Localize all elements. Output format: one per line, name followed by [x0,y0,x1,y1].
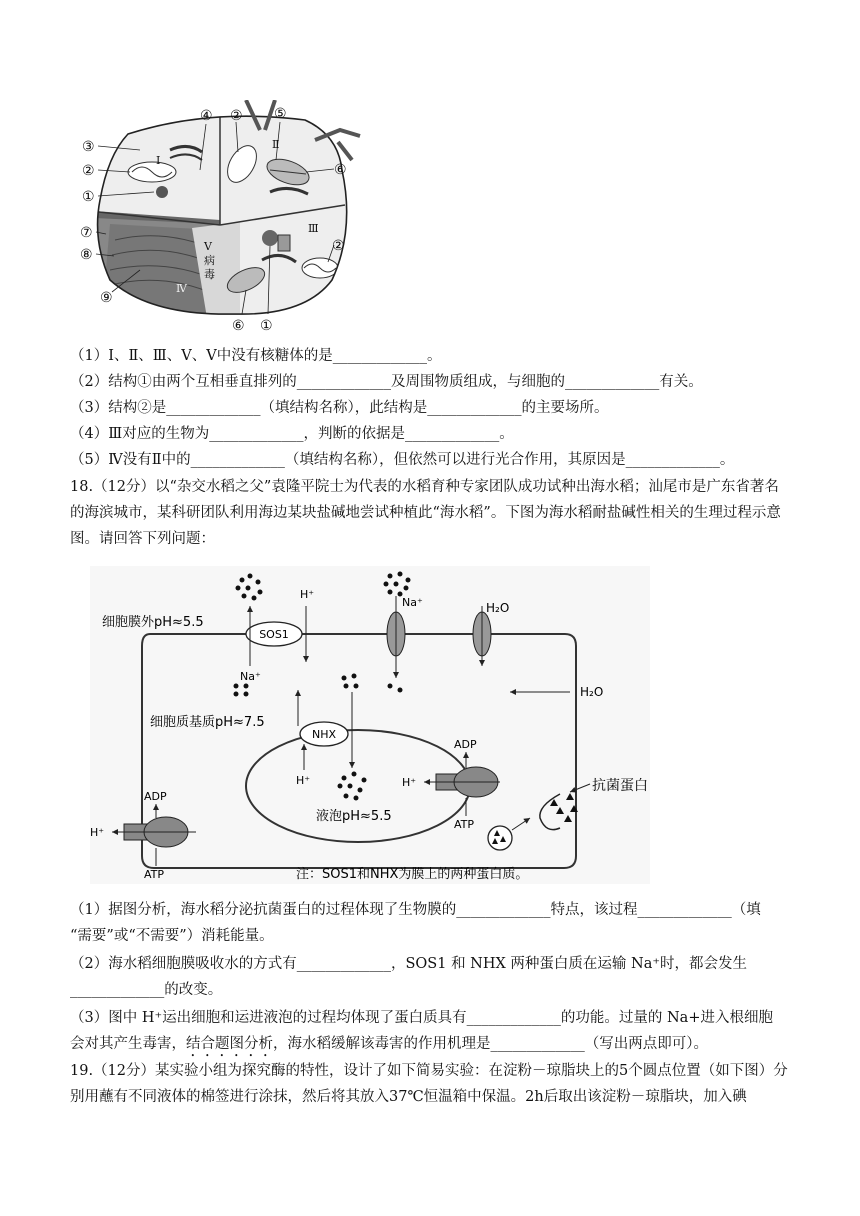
q18-sub-2b: _____________的改变。 [70,982,223,998]
fig1-virus-bing: 病 [204,254,215,267]
fig1-label-9: ⑨ [100,290,113,306]
membrane-pump-atp-label: ATP [144,868,165,881]
q17-item-1: （1）Ⅰ、Ⅱ、Ⅲ、Ⅴ、Ⅴ中没有核糖体的是_____________。 [70,348,442,364]
antibacterial-protein-label: 抗菌蛋白 [592,778,648,794]
q17-item-4: （4）Ⅲ对应的生物为_____________，判断的依据是_____________。 [70,426,514,442]
q18-sub-2a: （2）海水稻细胞膜吸收水的方式有_____________，SOS1 和 NHX 两种蛋白质在运输 Na⁺时，都会发生 [70,956,748,972]
q18-sub-3b-emphasis: 结合题图分析 [186,1036,273,1052]
nhx-label: NHX [311,728,337,741]
vacuole-pump-adp-label: ADP [454,738,477,751]
q18-sub-1b: “需要”或“不需要”）消耗能量。 [70,928,274,944]
na-channel-label: Na⁺ [402,596,423,609]
fig1-label-4: ④ [200,108,213,124]
membrane-pump-h-label: H⁺ [90,826,105,839]
q18-sub-3b-post: ，海水稻缓解该毒害的作用机理是_____________（写出两点即可）。 [273,1036,708,1052]
aquaporin-h2o-label: H₂O [486,601,510,615]
fig1-roman-2: Ⅱ [272,138,280,151]
outside-ph-label: 细胞膜外pH≈5.5 [102,615,204,630]
cell-structure-figure [70,100,370,336]
q18-sub-3a: （3）图中 H⁺运出细胞和运进液泡的过程均体现了蛋白质具有_____________的功能。过量的 Na+进入根细胞 [70,1010,773,1026]
membrane-pump-adp-label: ADP [144,790,167,803]
q18-sub-3b [70,1034,708,1060]
fig1-label-2c: ② [332,238,345,254]
fig1-label-1b: ① [260,318,273,334]
q18-intro: 18.（12分）以“杂交水稻之父”袁隆平院士为代表的水稻育种专家团队成功试种出海水稻；汕尾市是广东省著名的海滨城市，某科研团队利用海边某块盐碱地尝试种植此“海水稻”。下图为海水稻耐盐碱性相关的生理过程示意图。请回答下列问题： [70,479,781,547]
sos1-label: SOS1 [259,628,289,641]
vacuole-pump-h-label: H⁺ [402,776,417,789]
q17-item-2: （2）结构①由两个互相垂直排列的_____________及周围物质组成，与细胞的_____________有关。 [70,374,703,390]
salt-tolerance-figure [90,566,650,884]
q19-intro: 19.（12分）某实验小组为探究酶的特性，设计了如下简易实验：在淀粉－琼脂块上的5个圆点位置（如下图）分别用蘸有不同液体的棉签进行涂抹，然后将其放入37℃恒温箱中保温。2h后取出该淀粉－琼脂块，加入碘 [70,1063,788,1105]
fig1-roman-4: Ⅳ [176,282,187,295]
figure-note: 注：SOS1和NHX为膜上的两种蛋白质。 [296,867,529,882]
vacuole-ph-label: 液泡pH≈5.5 [316,809,392,824]
sos1-na-label: Na⁺ [240,670,261,683]
fig1-label-2b: ② [230,108,243,124]
nhx-h-label: H⁺ [296,774,311,787]
fig1-label-6a: ⑥ [334,162,347,178]
fig1-virus-du: 毒 [204,268,215,281]
q17-item-5: （5）Ⅳ没有Ⅱ中的_____________（填结构名称），但依然可以进行光合作用，其原因是_____________。 [70,452,735,468]
fig1-label-1a: ① [82,189,95,205]
q18-sub-1a: （1）据图分析，海水稻分泌抗菌蛋白的过程体现了生物膜的_____________特点，该过程_____________（填 [70,902,761,918]
antibacterial-vesicle [488,826,512,850]
vacuole-pump-atp-label: ATP [454,818,475,831]
fig1-label-5: ⑤ [274,106,287,122]
cytoplasm-ph-label: 细胞质基质pH≈7.5 [150,715,265,730]
q17-item-3: （3）结构②是_____________（填结构名称），此结构是_____________的主要场所。 [70,400,609,416]
q18-sub-3b-pre: 会对其产生毒害， [70,1036,186,1052]
fig1-virus-5: Ⅴ [204,240,212,253]
fig1-label-2a: ② [82,163,95,179]
fig1-label-7: ⑦ [80,225,93,241]
sos1-h-label: H⁺ [300,588,315,601]
fig1-roman-3: Ⅲ [308,222,319,235]
fig1-label-3: ③ [82,139,95,155]
fig1-label-6b: ⑥ [232,318,245,334]
fig1-roman-1: Ⅰ [156,154,161,167]
fig1-label-8: ⑧ [80,247,93,263]
diffusion-h2o-label: H₂O [580,685,604,699]
